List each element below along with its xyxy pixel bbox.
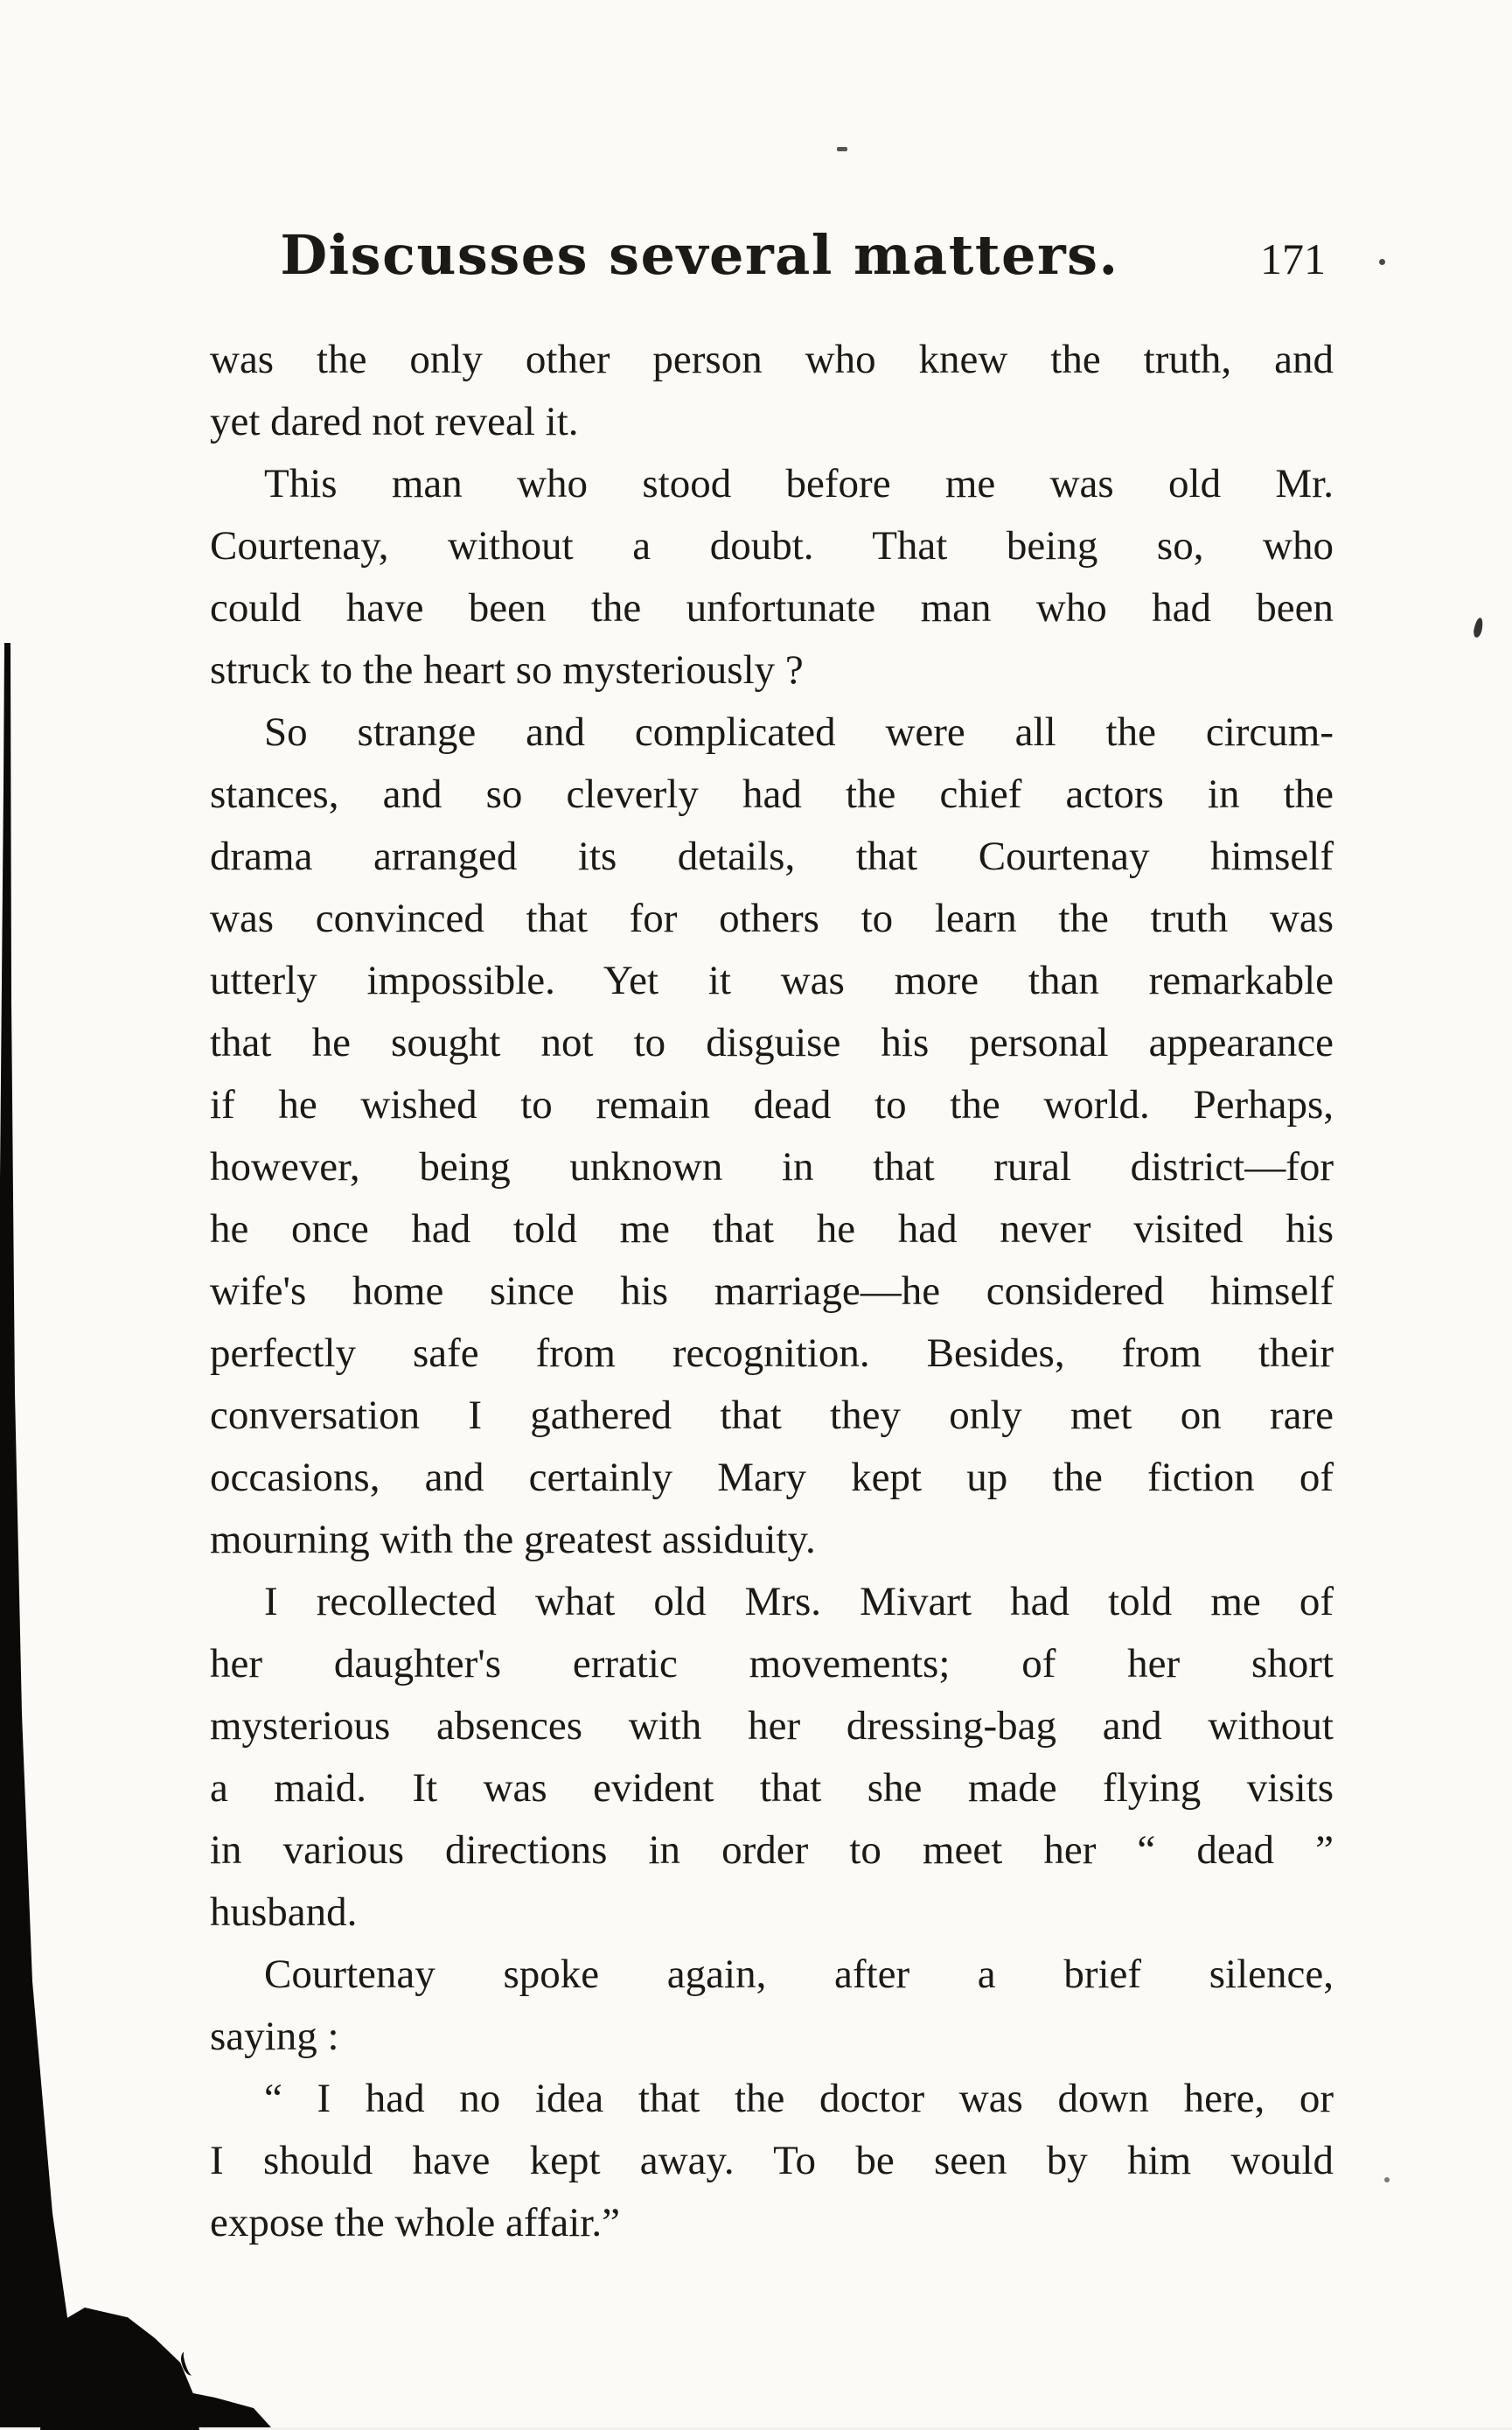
text-line: Courtenay, without a doubt. That being so, who (210, 523, 1334, 569)
text-line: So strange and complicated were all the circum- (264, 709, 1334, 755)
text-line: stances, and so cleverly had the chief actors in the (210, 772, 1334, 817)
text-line: in various directions in order to meet her “ dead ” (210, 1827, 1334, 1873)
scan-artifact-ink-blob-bottom (52, 2385, 271, 2427)
text-line: drama arranged its details, that Courtenay himself (210, 834, 1334, 879)
text-line: a maid. It was evident that she made flying visits (210, 1765, 1334, 1811)
text-line: was the only other person who knew the truth, and (210, 337, 1334, 382)
text-line: husband. (210, 1889, 358, 1935)
text-line: could have been the unfortunate man who had been (210, 585, 1334, 631)
scan-artifact-dot (1379, 259, 1385, 265)
text-line: utterly impossible. Yet it was more than remarkable (210, 958, 1334, 1003)
scan-artifact-mark (1473, 617, 1485, 638)
text-line: was convinced that for others to learn the truth was (210, 896, 1334, 941)
text-line: expose the whole affair.” (210, 2200, 620, 2245)
page-body-text (210, 329, 1334, 2254)
scan-artifact-dash (837, 147, 847, 151)
text-line: wife's home since his marriage—he considered himself (210, 1268, 1334, 1314)
text-line: her daughter's erratic movements; of her short (210, 1641, 1334, 1686)
text-line: This man who stood before me was old Mr. (264, 461, 1334, 506)
text-line: mourning with the greatest assiduity. (210, 1517, 816, 1562)
text-line: that he sought not to disguise his personal appearance (210, 1020, 1334, 1065)
text-line: he once had told me that he had never visited his (210, 1206, 1334, 1252)
text-line: occasions, and certainly Mary kept up the fiction of (210, 1455, 1334, 1500)
text-line: Courtenay spoke again, after a brief silence, (264, 1952, 1334, 1997)
text-line: I recollected what old Mrs. Mivart had told me of (264, 1579, 1334, 1624)
text-line: conversation I gathered that they only met on rare (210, 1393, 1334, 1438)
text-line: yet dared not reveal it. (210, 399, 579, 444)
text-line: “ I had no idea that the doctor was down here, or (264, 2076, 1334, 2121)
text-line: struck to the heart so mysteriously ? (210, 647, 804, 693)
text-line: I should have kept away. To be seen by him would (210, 2138, 1334, 2183)
page-number: 171 (1260, 234, 1326, 283)
text-line: however, being unknown in that rural district—for (210, 1144, 1334, 1190)
chapter-header-title: Discusses several matters. (280, 223, 1119, 287)
text-line: perfectly safe from recognition. Besides, from their (210, 1330, 1334, 1376)
scan-artifact-speck (1384, 2177, 1390, 2182)
running-header (210, 224, 1333, 303)
text-line: saying : (210, 2014, 339, 2059)
text-line: mysterious absences with her dressing-bag and without (210, 1703, 1334, 1749)
scan-artifact-left-binding-mark (0, 643, 83, 2427)
text-line: if he wished to remain dead to the world. Perhaps, (210, 1082, 1334, 1128)
